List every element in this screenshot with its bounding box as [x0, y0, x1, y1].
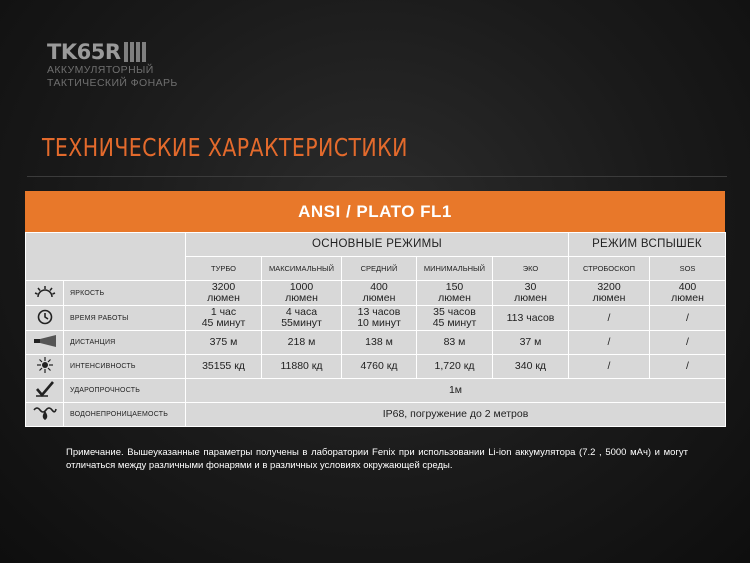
value-cell: 30 люмен: [493, 281, 569, 306]
value-cell: /: [569, 355, 650, 379]
row-label: ИНТЕНСИВНОСТЬ: [64, 355, 186, 379]
specs-grid: [25, 232, 726, 427]
section-title: ТЕХНИЧЕСКИЕ ХАРАКТЕРИСТИКИ: [42, 133, 408, 162]
specs-table: [25, 191, 725, 427]
impact-icon: [26, 379, 64, 403]
value-cell: 400 люмен: [342, 281, 417, 306]
value-cell: 1000 люмен: [262, 281, 342, 306]
row-label: УДАРОПРОЧНОСТЬ: [64, 379, 186, 403]
value-cell: 113 часов: [493, 306, 569, 331]
brand-bars-icon: [124, 42, 146, 62]
mode-header: ЭКО: [493, 257, 569, 281]
value-cell: 11880 кд: [262, 355, 342, 379]
value-cell: 83 м: [417, 331, 493, 355]
title-divider: [27, 176, 727, 177]
table-row: [26, 355, 726, 379]
value-cell: 400 люмен: [650, 281, 726, 306]
value-cell: 13 часов 10 минут: [342, 306, 417, 331]
row-label: ДИСТАНЦИЯ: [64, 331, 186, 355]
value-cell: 340 кд: [493, 355, 569, 379]
table-banner: ANSI / PLATO FL1: [25, 191, 725, 232]
waterproof-icon: [26, 403, 64, 427]
value-cell: 4 часа 55минут: [262, 306, 342, 331]
mode-header: СТРОБОСКОП: [569, 257, 650, 281]
value-cell: 218 м: [262, 331, 342, 355]
corner-cell: [26, 233, 186, 281]
table-row: [26, 379, 726, 403]
footnote: Примечание. Вышеуказанные параметры получены в лаборатории Fenix при использовании Li-ion аккумулятора (7.2 , 5000 мАч) и могут отличаться между различными фонарями и в различных условиях окружающей среды.: [66, 447, 688, 471]
value-cell: 35155 кд: [186, 355, 262, 379]
value-cell: /: [650, 355, 726, 379]
mode-header: МАКСИМАЛЬНЫЙ: [262, 257, 342, 281]
mode-header: SOS: [650, 257, 726, 281]
intensity-icon: [26, 355, 64, 379]
main-modes-header: ОСНОВНЫЕ РЕЖИМЫ: [186, 233, 569, 257]
value-cell: 1 час 45 минут: [186, 306, 262, 331]
value-cell: /: [569, 331, 650, 355]
value-cell: 375 м: [186, 331, 262, 355]
value-cell: 3200 люмен: [186, 281, 262, 306]
row-label: ВОДОНЕПРОНИЦАЕМОСТЬ: [64, 403, 186, 427]
table-row: [26, 331, 726, 355]
product-model: TK65R: [47, 40, 121, 64]
brightness-icon: [26, 281, 64, 306]
value-cell: 3200 люмен: [569, 281, 650, 306]
value-cell: /: [650, 306, 726, 331]
flash-mode-header: РЕЖИМ ВСПЫШЕК: [569, 233, 726, 257]
brand-block: [47, 40, 178, 90]
waterproof-value: IP68, погружение до 2 метров: [186, 403, 726, 427]
table-row: [26, 281, 726, 306]
value-cell: /: [569, 306, 650, 331]
table-row: [26, 403, 726, 427]
value-cell: 138 м: [342, 331, 417, 355]
value-cell: 4760 кд: [342, 355, 417, 379]
impact-value: 1м: [186, 379, 726, 403]
value-cell: /: [650, 331, 726, 355]
mode-header: СРЕДНИЙ: [342, 257, 417, 281]
row-label: ЯРКОСТЬ: [64, 281, 186, 306]
value-cell: 35 часов 45 минут: [417, 306, 493, 331]
distance-icon: [26, 331, 64, 355]
product-subtitle-line1: АККУМУЛЯТОРНЫЙ: [47, 64, 154, 76]
value-cell: 1,720 кд: [417, 355, 493, 379]
mode-header: МИНИМАЛЬНЫЙ: [417, 257, 493, 281]
table-row: [26, 306, 726, 331]
product-subtitle-line2: ТАКТИЧЕСКИЙ ФОНАРЬ: [47, 77, 178, 89]
value-cell: 150 люмен: [417, 281, 493, 306]
mode-header: ТУРБО: [186, 257, 262, 281]
value-cell: 37 м: [493, 331, 569, 355]
clock-icon: [26, 306, 64, 331]
row-label: ВРЕМЯ РАБОТЫ: [64, 306, 186, 331]
